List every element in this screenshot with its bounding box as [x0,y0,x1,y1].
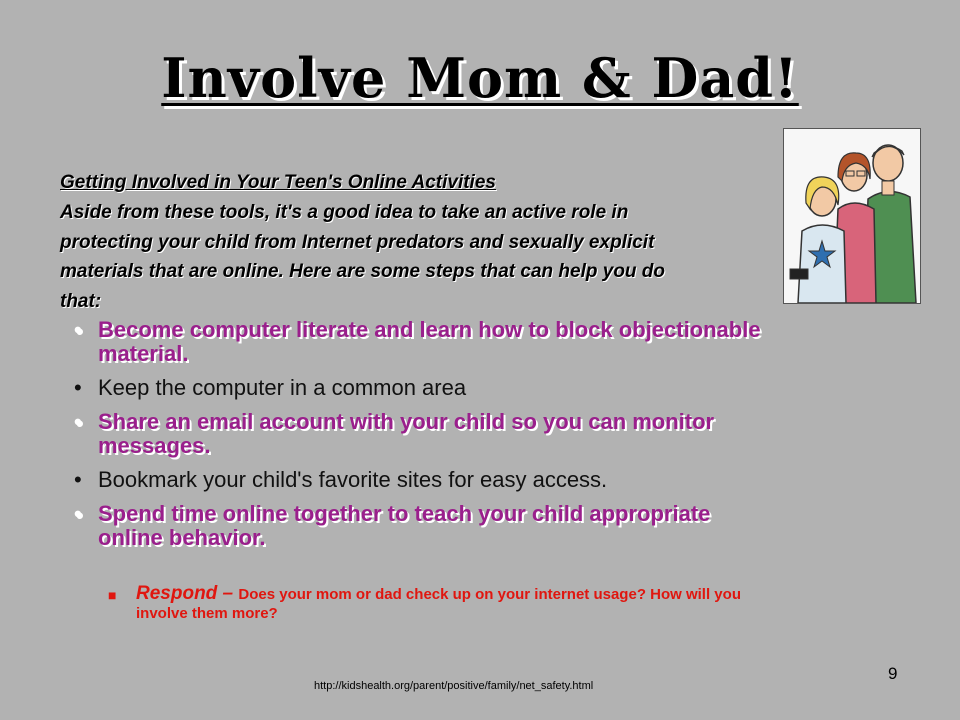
respond-prompt [108,584,908,623]
bullet-line: messages. [98,433,211,458]
bullet-line: Become computer literate and learn how to block objectionable [98,317,761,342]
respond-lead: Respond – [136,583,239,604]
list-item [74,318,934,366]
source-url: http://kidshealth.org/parent/positive/family/net_safety.html [314,680,594,692]
intro-line: protecting your child from Internet predators and sexually explicit [60,231,655,253]
bullet-list [74,318,934,560]
intro-line: that: [60,290,102,312]
list-item [74,410,934,458]
respond-text: involve them more? [136,605,278,622]
bullet-icon: • [74,467,82,492]
list-item [74,468,934,492]
intro-paragraph [60,198,790,316]
bullet-line: Keep the computer in a common area [98,375,467,400]
list-item [74,376,934,400]
bullet-line: Share an email account with your child so you can monitor [98,409,715,434]
intro-line: Aside from these tools, it's a good idea to take an active role in [60,202,629,223]
subheading: Getting Involved in Your Teen's Online Activities [60,172,496,193]
bullet-line: material. [98,341,189,366]
bullet-icon: • [74,317,82,342]
square-bullet-icon: ■ [108,587,117,603]
list-item [74,502,934,550]
page-number: 9 [888,664,898,683]
slide-title: Involve Mom & Dad! [161,46,799,110]
bullet-line: online behavior. [98,525,266,550]
bullet-line: Spend time online together to teach your child appropriate [98,501,711,526]
bullet-icon: • [74,501,82,526]
family-illustration-icon [783,128,921,304]
bullet-line: Bookmark your child's favorite sites for easy access. [98,467,608,492]
bullet-icon: • [74,375,82,400]
bullet-icon: • [74,409,82,434]
respond-text: Does your mom or dad check up on your internet usage? How will you [238,586,741,603]
intro-line: materials that are online. Here are some steps that can help you do [60,261,666,282]
